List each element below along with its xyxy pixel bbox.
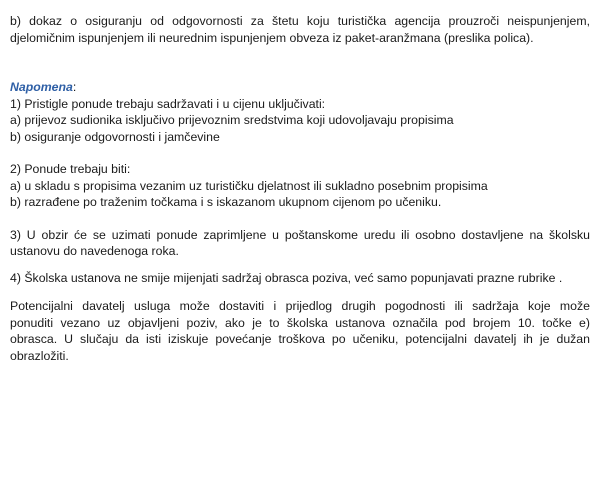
note-item-4: 4) Školska ustanova ne smije mijenjati sadržaj obrasca poziva, već samo popunjavati prazne rubrike . — [10, 270, 563, 285]
note-item-1-intro: 1) Pristigle ponude trebaju sadržavati i u cijenu uključivati: — [10, 96, 326, 111]
note-item-2-a: a) u skladu s propisima vezanim uz turističku djelatnost ili sukladno posebnim propisima — [10, 178, 488, 193]
closing-line-2: ponuditi vezano uz objavljeni poziv, ako je to školska ustanova označila pod brojem 10. točke e) — [10, 315, 590, 330]
closing-line-1: Potencijalni davatelj usluga može dostaviti i prijedlog drugih pogodnosti ili sadržaja koje može — [10, 299, 590, 313]
document-body — [10, 13, 590, 364]
section-b-line-2: djelomičnim ispunjenjem ili neurednim ispunjenjem obveza iz paket-aranžmana (preslika polica). — [10, 30, 534, 45]
note-item-3 — [10, 227, 590, 260]
note-item-3-line-2: ustanovu do navedenoga roka. — [10, 244, 179, 258]
note-item-1-b: b) osiguranje odgovornosti i jamčevine — [10, 129, 220, 144]
note-item-2-b: b) razrađene po traženim točkama i s iskazanom ukupnom cijenom po učeniku. — [10, 195, 442, 209]
note-item-3-line-1: 3) U obzir će se uzimati ponude zaprimljene u poštanskome uredu ili osobno dostavljene na školsku — [10, 227, 590, 242]
note-colon: : — [72, 80, 77, 94]
closing-paragraph — [10, 298, 590, 364]
note-section — [10, 79, 590, 286]
closing-line-3: obrasca. U slučaju da isti iziskuje povećanje troškova po učeniku, potencijalni davatelj ih je dužan — [10, 332, 590, 346]
note-item-1-a: a) prijevoz sudionika isključivo prijevoznim sredstvima koji udovoljavaju propisima — [10, 113, 454, 127]
section-b-paragraph — [10, 13, 590, 46]
note-heading — [10, 79, 590, 96]
section-b-line-1: b) dokaz o osiguranju od odgovornosti za štetu koju turistička agencija prouzroči neispunjenjem, — [10, 14, 590, 28]
note-item-2-intro: 2) Ponude trebaju biti: — [10, 162, 131, 176]
closing-line-4: obrazložiti. — [10, 348, 69, 363]
note-label: Napomena — [10, 80, 73, 94]
